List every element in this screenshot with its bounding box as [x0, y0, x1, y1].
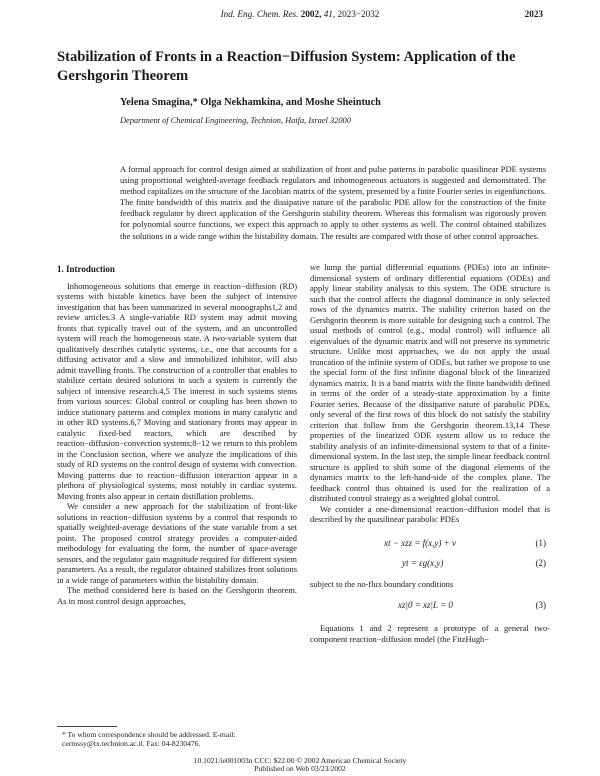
footnote-divider — [57, 726, 117, 727]
journal-year: 2002, — [300, 9, 322, 19]
equation-3-number: (3) — [535, 600, 546, 610]
right-column — [310, 262, 550, 644]
published-line: Published on Web 03/23/2002 — [254, 764, 346, 774]
body-paragraph-model: We consider a one-dimensional reaction−diffusion model that is described by the quasilinear parabolic PDEs — [310, 503, 550, 524]
correspondence-footnote: * To whom correspondence should be addressed. E-mail: cermssy@tx.technion.ac.il. Fax: 04-8230476. — [62, 730, 236, 749]
intro-paragraph-1: Inhomogeneous solutions that emerge in reaction−diffusion (RD) systems with bistable kinetics have been the subject of intensive investigation that has been summarized in several monographs1,2 and review articles.3 A single-variable RD system may admit moving fronts that typically travel out of the system, and an uncontrolled system will reach the homogeneous state. A two-variable system that qualitatively describes catalytic systems, i.e., one that accounts for a diffusing activator and a slow and immobilized inhibitor, will also admit travelling fronts. The construction of a controller that enables to stabilize certain desired solutions in such a system is currently the subject of intensive research.4,5 The interest in such systems stems from various sources: Global control or coupling has been shown to induce stationary patterns and complex motions in many catalytic and in other RD systems.6,7 Moving and stationary fronts may appear in catalytic fixed-bed reactors, which are described by reaction−diffusion−convection systems;8−12 we return to this problem in the Conclusion section, where we analyze the implications of this study of RD systems on the control design of systems with convection. Moving patterns due to reaction−diffusion interaction appear in a plethora of physiological systems, most notably in cardiac systems. Moving fronts also appear in certain distillation problems. — [57, 280, 298, 501]
journal-citation — [0, 9, 600, 19]
equation-2-expression: yt = εg(x,y) — [402, 557, 444, 568]
article-affiliation: Department of Chemical Engineering, Technion, Haifa, Israel 32000 — [120, 116, 351, 125]
equation-block — [310, 533, 550, 573]
intro-paragraph-2: We consider a new approach for the stabilization of front-like solutions in reaction−diffusion systems by a control that responds to spatially weighted-average deviations of the state variable from a set point. The proposed control strategy provides a computer-aided methodology for evaluating the form, the number of space-average sensors, and the regulator gain magnitude required for different system parameters. As a result, the regulator obtained stabilizes front solutions in a wide range of parameters within the bistability domain. — [57, 501, 297, 585]
page-footer — [0, 757, 600, 774]
equation-1-number: (1) — [535, 537, 546, 548]
doi-line: 10.1021/ie001003n CCC: $22.00 © 2002 American Chemical Society — [193, 756, 407, 765]
journal-pages: 2023−2032 — [337, 9, 380, 19]
journal-abbrev: Ind. Eng. Chem. Res. — [220, 9, 299, 19]
left-column — [57, 264, 297, 606]
equation-3-expression: xz|0 = xz|L = 0 — [398, 600, 453, 610]
intro-paragraph-3: The method considered here is based on the Gershgorin theorem. As in most control design approaches, — [57, 585, 297, 606]
boundary-conditions-intro: subject to the no-flux boundary conditions — [310, 578, 454, 589]
article-title: Stabilization of Fronts in a Reaction−Diffusion System: Application of the Gershgorin Theorem — [57, 49, 516, 84]
journal-volume: 41, — [323, 9, 336, 19]
equation-2 — [310, 553, 550, 573]
running-header — [0, 9, 600, 23]
equation-3 — [310, 595, 550, 615]
section-heading-introduction: 1. Introduction — [57, 264, 115, 274]
equation-1-expression: xt − xzz = f(x,y) + v — [384, 537, 456, 548]
article-abstract: A formal approach for control design aimed at stabilization of front and pulse patterns in parabolic quasilinear PDE systems using proportional weighted-average feedback regulators and inhomogeneous actuators is suggested and demonstrated. The method capitalizes on the structure of the Jacobian matrix of the system, presented by a finite Fourier series in eigenfunctions. The finite bandwidth of this matrix and the dissipative nature of the parabolic PDE allow for the construction of the finite feedback regulator by direct application of the Gershgorin stability theorem. Whereas this formalism was rigorously proven for polynomial source functions, we expect this approach to apply to other systems as well. The control obtained stabilizes the solutions in a wide range within the bistability domain. The results are compared with those of other control approaches. — [120, 164, 546, 241]
equation-1 — [310, 533, 550, 553]
body-paragraph-closing: Equations 1 and 2 represent a prototype of a general two-component reaction−diffusion model (the FitzHugh− — [310, 623, 550, 644]
equation-2-number: (2) — [535, 557, 546, 568]
page-number: 2023 — [524, 9, 543, 19]
article-authors: Yelena Smagina,* Olga Nekhamkina, and Moshe Sheintuch — [120, 97, 381, 108]
body-paragraph-continued: we lump the partial differential equations (PDEs) into an infinite-dimensional system of ordinary differential equations (ODEs) and apply linear stability analysis to this system. The ODE structure is such that the control affects the diagonal dominance in only selected rows of the dynamics matrix. The stability criterion based on the Gershgorin theorem is more suitable for designing such a control. The usual methods of control (e.g., modal control) will influence all eigenvalues of the dynamic matrix and will not preserve its symmetric structure. Unlike most approaches, we do not apply the usual truncation of the infinite system of ODEs, but rather we propose to use the special form of the first infinite diagonal block of the linearized dynamics matrix. It is a band matrix with the finite bandwidth defined in terms of the order of a steady-state approximation by a finite Fourier series. Because of the dissipative nature of parabolic PDEs, only several of the first rows of this block do not satisfy the stability criterion that follow from the Gershgorin theorem.13,14 These properties of the linearized ODE system allow us to reduce the stability analysis of an infinite-dimensional system to that of a finite-dimensional system. In the last step, the simple linear feedback control structure is applied to shift some of the diagonal elements of the dynamics matrix to the left-hand-side of the complex plane. The feedback control thus obtained is used for the realization of a distributed control strategy as a weighted global control. — [310, 262, 550, 503]
